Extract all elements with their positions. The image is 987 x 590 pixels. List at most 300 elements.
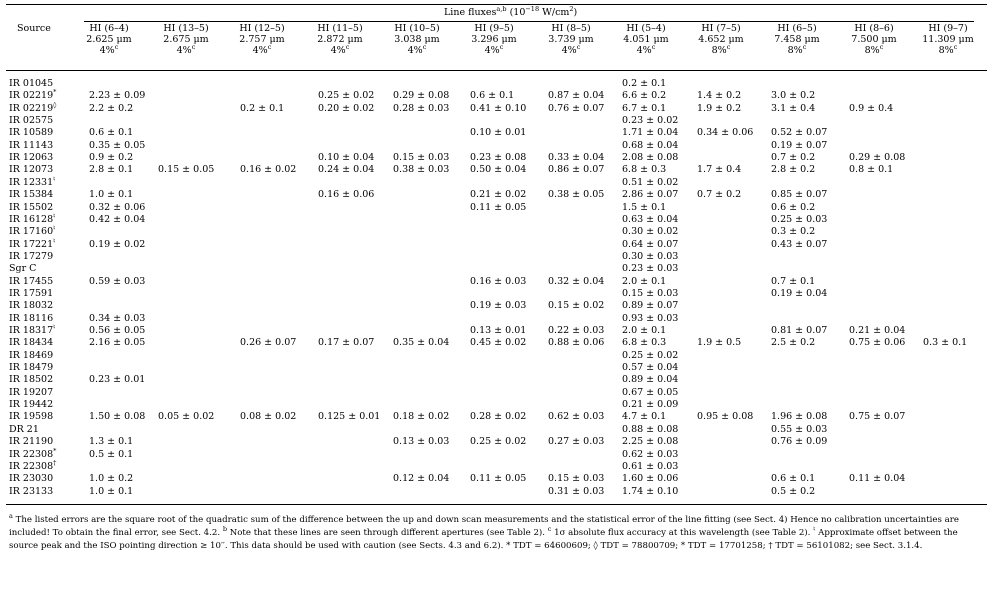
source-cell [9, 251, 53, 263]
column-accuracy [681, 42, 761, 56]
source-name: IR 02219 [9, 102, 54, 114]
table-row [0, 127, 987, 139]
accuracy-sup: c [802, 42, 807, 51]
table-row [0, 226, 987, 238]
source-name: IR 15502 [9, 201, 54, 213]
flux-cell: 0.2 ± 0.1 [240, 102, 285, 114]
source-cell [9, 174, 56, 189]
source-cell [9, 90, 56, 102]
flux-cell: 2.25 ± 0.08 [622, 436, 679, 448]
column-line: HI (11–5) [317, 23, 363, 34]
table-row [0, 263, 987, 275]
group-header-close: ) [573, 7, 578, 18]
flux-cell: 0.6 ± 0.1 [89, 127, 134, 139]
flux-cell: 6.6 ± 0.2 [622, 90, 667, 102]
flux-cell: 0.15 ± 0.02 [548, 300, 605, 312]
table-row [0, 174, 987, 189]
column-accuracy [222, 42, 302, 56]
flux-cell: 0.88 ± 0.06 [548, 337, 605, 349]
table-row [0, 424, 987, 436]
table-row [0, 211, 987, 226]
source-name: IR 10589 [9, 127, 54, 139]
source-cell [9, 473, 53, 485]
flux-cell: 0.67 ± 0.05 [622, 386, 679, 398]
group-header-exp2: 2 [569, 4, 574, 13]
column-header [606, 23, 686, 56]
source-name: IR 02219 [9, 90, 54, 102]
footnote-c-mark: c [547, 524, 552, 533]
flux-cell: 0.7 ± 0.2 [697, 189, 742, 201]
flux-cell: 0.24 ± 0.04 [318, 164, 375, 176]
accuracy-sup: c [499, 42, 504, 51]
table-row [0, 362, 987, 374]
table-row [0, 100, 987, 115]
flux-cell: 0.6 ± 0.1 [771, 473, 816, 485]
flux-cell: 0.28 ± 0.02 [470, 411, 527, 423]
flux-cell: 0.23 ± 0.03 [622, 263, 679, 275]
flux-cell: 6.8 ± 0.3 [622, 164, 667, 176]
source-mark: ♮ [53, 174, 56, 183]
source-cell [9, 211, 56, 226]
source-cell [9, 263, 36, 275]
group-header-unit2: W/cm [539, 7, 570, 18]
flux-cell: 0.21 ± 0.09 [622, 399, 679, 411]
group-header-exp: −18 [525, 4, 540, 13]
source-cell [9, 127, 53, 139]
column-wavelength: 7.500 μm [851, 34, 897, 45]
column-line: HI (6–5) [777, 23, 817, 34]
group-header [444, 4, 578, 18]
bottom-rule [6, 504, 987, 505]
source-name: IR 18469 [9, 349, 54, 361]
flux-cell: 1.50 ± 0.08 [89, 411, 146, 423]
table-row [0, 276, 987, 288]
flux-cell: 0.38 ± 0.03 [393, 164, 450, 176]
column-wavelength: 4.051 μm [623, 34, 669, 45]
table-row [0, 399, 987, 411]
flux-cell: 0.68 ± 0.04 [622, 139, 679, 151]
source-name: IR 17591 [9, 287, 54, 299]
source-name: IR 17279 [9, 250, 54, 262]
flux-cell: 0.52 ± 0.07 [771, 127, 828, 139]
table-row [0, 288, 987, 300]
column-header [834, 23, 914, 56]
accuracy-value: 4% [99, 45, 115, 56]
column-wavelength: 3.296 μm [471, 34, 517, 45]
source-name: IR 21190 [9, 436, 54, 448]
flux-cell: 0.125 ± 0.01 [318, 411, 381, 423]
source-cell [9, 458, 57, 473]
flux-cell: 0.17 ± 0.07 [318, 337, 375, 349]
footnote-b: Note that these lines are seen through different apertures (see Table 2). [227, 527, 548, 538]
flux-cell: 6.8 ± 0.3 [622, 337, 667, 349]
flux-cell: 0.15 ± 0.03 [622, 287, 679, 299]
source-name: IR 18434 [9, 337, 54, 349]
column-line: HI (10–5) [394, 23, 440, 34]
footnote-natural: Approximate offset between the source peak and the ISO pointing direction ≥ 10′′. This data should be used with caution (see Sects. 4.3 and 6.2). [9, 527, 958, 551]
column-wavelength: 11.309 μm [922, 34, 974, 45]
table-row [0, 387, 987, 399]
column-wavelength: 7.458 μm [774, 34, 820, 45]
flux-cell: 0.05 ± 0.02 [158, 411, 215, 423]
column-header [377, 23, 457, 56]
table-row [0, 90, 987, 102]
source-name: IR 17455 [9, 275, 54, 287]
table-header [0, 0, 987, 78]
flux-cell: 0.62 ± 0.03 [622, 448, 679, 460]
source-mark: * [53, 446, 57, 455]
flux-cell: 0.62 ± 0.03 [548, 411, 605, 423]
flux-cell: 0.7 ± 0.1 [771, 275, 816, 287]
flux-cell: 0.86 ± 0.07 [548, 164, 605, 176]
source-name: IR 01045 [9, 78, 54, 89]
table-row [0, 337, 987, 349]
source-name: IR 11143 [9, 139, 54, 151]
table-row [0, 486, 987, 498]
source-name: IR 23030 [9, 473, 54, 485]
flux-cell: 1.60 ± 0.06 [622, 473, 679, 485]
flux-cell: 0.89 ± 0.07 [622, 300, 679, 312]
source-mark: * [53, 88, 57, 97]
column-header [454, 23, 534, 56]
source-name: IR 18032 [9, 300, 54, 312]
flux-cell: 0.23 ± 0.02 [622, 115, 679, 127]
source-cell [9, 164, 53, 176]
flux-cell: 0.15 ± 0.03 [548, 473, 605, 485]
flux-cell: 0.08 ± 0.02 [240, 411, 297, 423]
column-accuracy [834, 42, 914, 56]
group-header-sup: a,b [496, 4, 507, 13]
column-header [681, 23, 761, 56]
column-line: HI (9–5) [474, 23, 514, 34]
flux-cell: 0.31 ± 0.03 [548, 485, 605, 497]
flux-cell: 1.0 ± 0.1 [89, 485, 134, 497]
flux-cell: 0.18 ± 0.02 [393, 411, 450, 423]
flux-cell: 0.33 ± 0.04 [548, 152, 605, 164]
flux-cell: 0.21 ± 0.02 [470, 189, 527, 201]
source-cell [9, 313, 53, 325]
flux-cell: 0.45 ± 0.02 [470, 337, 527, 349]
flux-cell: 0.12 ± 0.04 [393, 473, 450, 485]
table-row [0, 152, 987, 164]
column-header [222, 23, 302, 56]
source-name: Sgr C [9, 263, 37, 275]
column-line: HI (8–6) [854, 23, 894, 34]
column-header [531, 23, 611, 56]
flux-cell: 0.42 ± 0.04 [89, 213, 146, 225]
flux-cell: 0.23 ± 0.01 [89, 374, 146, 386]
source-cell [9, 350, 53, 362]
column-wavelength: 2.675 μm [163, 34, 209, 45]
flux-cell: 0.5 ± 0.1 [89, 448, 134, 460]
flux-cell: 0.25 ± 0.02 [470, 436, 527, 448]
column-line: HI (9–7) [928, 23, 968, 34]
column-wavelength: 4.652 μm [698, 34, 744, 45]
flux-cell: 0.19 ± 0.04 [771, 287, 828, 299]
source-name: IR 19598 [9, 411, 54, 423]
flux-cell: 0.57 ± 0.04 [622, 362, 679, 374]
column-line: HI (7–5) [701, 23, 741, 34]
flux-cell: 0.34 ± 0.03 [89, 312, 146, 324]
source-cell [9, 276, 53, 288]
column-line: HI (8–5) [551, 23, 591, 34]
accuracy-sup: c [953, 42, 958, 51]
flux-cell: 2.86 ± 0.07 [622, 189, 679, 201]
flux-cell: 0.28 ± 0.03 [393, 102, 450, 114]
source-name: IR 12063 [9, 152, 54, 164]
accuracy-sup: c [345, 42, 350, 51]
column-line: HI (13–5) [163, 23, 209, 34]
flux-cell: 0.21 ± 0.04 [849, 325, 906, 336]
flux-cell: 0.5 ± 0.2 [771, 485, 816, 497]
flux-cell: 0.32 ± 0.06 [89, 201, 146, 213]
source-cell [9, 115, 53, 127]
flux-cell: 0.85 ± 0.07 [771, 189, 828, 201]
column-accuracy [908, 42, 987, 56]
accuracy-value: 8% [787, 45, 803, 56]
flux-cell: 0.88 ± 0.08 [622, 423, 679, 435]
flux-cell: 0.30 ± 0.02 [622, 226, 679, 238]
flux-cell: 0.22 ± 0.03 [548, 325, 605, 336]
flux-cell: 0.26 ± 0.07 [240, 337, 297, 349]
flux-cell: 2.23 ± 0.09 [89, 90, 146, 102]
source-cell [9, 486, 53, 498]
accuracy-sup: c [576, 42, 581, 51]
column-accuracy [300, 42, 380, 56]
flux-cell: 2.8 ± 0.2 [771, 164, 816, 176]
column-line: HI (6–4) [89, 23, 129, 34]
source-header: Source [17, 23, 51, 34]
flux-cell: 0.7 ± 0.2 [771, 152, 816, 164]
footnote-natural-mark: ♮ [813, 524, 816, 533]
flux-cell: 0.35 ± 0.04 [393, 337, 450, 349]
flux-cell: 1.0 ± 0.2 [89, 473, 134, 485]
source-cell [9, 189, 53, 201]
flux-cell: 0.95 ± 0.08 [697, 411, 754, 423]
source-cell [9, 288, 53, 300]
source-name: IR 17221 [9, 238, 54, 250]
source-cell [9, 436, 53, 448]
column-header [908, 23, 987, 56]
table-row [0, 446, 987, 461]
flux-cell: 2.2 ± 0.2 [89, 102, 134, 114]
flux-cell: 0.34 ± 0.06 [697, 127, 754, 139]
flux-cell: 0.75 ± 0.07 [849, 411, 906, 423]
flux-cell: 0.76 ± 0.07 [548, 102, 605, 114]
source-mark: ♮ [53, 322, 56, 331]
flux-cell: 0.25 ± 0.02 [622, 349, 679, 361]
source-cell [9, 152, 53, 164]
source-mark: ◊ [53, 100, 57, 109]
accuracy-value: 8% [938, 45, 954, 56]
source-name: IR 23133 [9, 485, 54, 497]
accuracy-value: 4% [407, 45, 423, 56]
flux-cell: 1.74 ± 0.10 [622, 485, 679, 497]
table-row [0, 300, 987, 312]
flux-cell: 2.16 ± 0.05 [89, 337, 146, 349]
flux-cell: 0.19 ± 0.07 [771, 139, 828, 151]
source-name: IR 22308 [9, 448, 54, 460]
flux-cell: 0.15 ± 0.03 [393, 152, 450, 164]
table-row [0, 350, 987, 362]
source-mark: ♮ [53, 236, 56, 245]
flux-cell: 0.9 ± 0.2 [89, 152, 134, 164]
flux-cell: 2.8 ± 0.1 [89, 164, 134, 176]
footnote-c: 1σ absolute flux accuracy at this wavelength (see Table 2). [551, 527, 814, 538]
source-cell [9, 446, 57, 461]
flux-cell: 1.0 ± 0.1 [89, 189, 134, 201]
flux-cell: 0.13 ± 0.01 [470, 325, 527, 336]
source-mark: † [53, 458, 57, 467]
flux-cell: 0.15 ± 0.05 [158, 164, 215, 176]
column-line: HI (12–5) [239, 23, 285, 34]
flux-cell: 0.50 ± 0.04 [470, 164, 527, 176]
accuracy-value: 4% [252, 45, 268, 56]
flux-cell: 0.81 ± 0.07 [771, 325, 828, 336]
source-cell [9, 424, 39, 436]
flux-cell: 0.25 ± 0.03 [771, 213, 828, 225]
flux-cell: 1.4 ± 0.2 [697, 90, 742, 102]
accuracy-value: 4% [330, 45, 346, 56]
flux-cell: 3.0 ± 0.2 [771, 90, 816, 102]
source-cell [9, 337, 53, 349]
flux-cell: 3.1 ± 0.4 [771, 102, 816, 114]
flux-cell: 0.3 ± 0.2 [771, 226, 816, 238]
source-cell [9, 362, 53, 374]
table-row [0, 164, 987, 176]
flux-cell: 0.38 ± 0.05 [548, 189, 605, 201]
flux-cell: 2.0 ± 0.1 [622, 275, 667, 287]
group-rule [84, 21, 974, 22]
source-name: IR 16128 [9, 213, 54, 225]
source-cell [9, 399, 53, 411]
column-accuracy [69, 42, 149, 56]
flux-cell: 0.23 ± 0.08 [470, 152, 527, 164]
flux-cell: 0.11 ± 0.05 [470, 473, 527, 485]
source-name: IR 12073 [9, 164, 54, 176]
accuracy-value: 8% [864, 45, 880, 56]
flux-cell: 0.76 ± 0.09 [771, 436, 828, 448]
footnotes [9, 514, 981, 552]
flux-cell: 1.7 ± 0.4 [697, 164, 742, 176]
column-header [757, 23, 837, 56]
flux-cell: 6.7 ± 0.1 [622, 102, 667, 114]
flux-cell: 1.3 ± 0.1 [89, 436, 134, 448]
flux-cell: 0.6 ± 0.1 [470, 90, 515, 102]
source-name: IR 12331 [9, 176, 54, 188]
flux-cell: 0.59 ± 0.03 [89, 275, 146, 287]
footnote-a: The listed errors are the square root of the quadratic sum of the difference between the up and down scan measurements and the statistical error of the line fitting (see Sect. 4) Hence no calibration uncertainties are included! To obtain the final error, see Sect. 4.2. [9, 515, 959, 538]
flux-cell: 0.19 ± 0.03 [470, 300, 527, 312]
flux-cell: 0.11 ± 0.04 [849, 473, 906, 485]
flux-cell: 0.20 ± 0.02 [318, 102, 375, 114]
source-name: IR 18116 [9, 312, 54, 324]
column-wavelength: 2.872 μm [317, 34, 363, 45]
accuracy-value: 4% [176, 45, 192, 56]
flux-cell: 2.0 ± 0.1 [622, 325, 667, 336]
column-wavelength: 3.739 μm [548, 34, 594, 45]
flux-cell: 0.29 ± 0.08 [849, 152, 906, 164]
flux-cell: 0.64 ± 0.07 [622, 238, 679, 250]
accuracy-sup: c [422, 42, 427, 51]
table-row [0, 140, 987, 152]
source-cell [9, 78, 53, 90]
source-name: IR 22308 [9, 460, 54, 472]
source-cell [9, 100, 57, 115]
flux-cell: 0.8 ± 0.1 [849, 164, 894, 176]
accuracy-sup: c [651, 42, 656, 51]
source-name: IR 18502 [9, 374, 54, 386]
column-accuracy [531, 42, 611, 56]
column-accuracy [757, 42, 837, 56]
source-mark: ♮ [53, 224, 56, 233]
table-row [0, 202, 987, 214]
group-header-label: Line fluxes [444, 7, 497, 18]
flux-cell: 0.41 ± 0.10 [470, 102, 527, 114]
accuracy-value: 4% [561, 45, 577, 56]
table-row [0, 374, 987, 386]
source-name: IR 19207 [9, 386, 54, 398]
flux-cell: 0.87 ± 0.04 [548, 90, 605, 102]
accuracy-value: 4% [484, 45, 500, 56]
flux-cell: 0.56 ± 0.05 [89, 325, 146, 336]
column-header [146, 23, 226, 56]
flux-cell: 0.43 ± 0.07 [771, 238, 828, 250]
flux-cell: 2.08 ± 0.08 [622, 152, 679, 164]
flux-cell: 0.10 ± 0.04 [318, 152, 375, 164]
table-row [0, 78, 987, 90]
column-header [300, 23, 380, 56]
column-accuracy [377, 42, 457, 56]
header-rule [6, 70, 987, 71]
flux-cell: 1.9 ± 0.2 [697, 102, 742, 114]
flux-cell: 0.63 ± 0.04 [622, 213, 679, 225]
flux-cell: 0.16 ± 0.03 [470, 275, 527, 287]
accuracy-sup: c [879, 42, 884, 51]
accuracy-sup: c [191, 42, 196, 51]
source-mark: ♮ [53, 211, 56, 220]
source-name: DR 21 [9, 423, 39, 435]
flux-cell: 0.29 ± 0.08 [393, 90, 450, 102]
source-name: IR 18317 [9, 325, 54, 336]
flux-cell: 2.5 ± 0.2 [771, 337, 816, 349]
footnote-a-mark: a [9, 512, 13, 521]
accuracy-value: 4% [636, 45, 652, 56]
flux-cell: 1.71 ± 0.04 [622, 127, 679, 139]
source-cell [9, 236, 56, 251]
flux-cell: 0.75 ± 0.06 [849, 337, 906, 349]
footnote-tdt: * TDT = 64600609; ◊ TDT = 78800709; * TDT = 17701258; † TDT = 56101082; see Sect. 3.1.4. [506, 540, 923, 551]
source-name: IR 02575 [9, 115, 54, 127]
table-row [0, 189, 987, 201]
column-wavelength: 2.757 μm [239, 34, 285, 45]
flux-cell: 0.13 ± 0.03 [393, 436, 450, 448]
flux-cell: 1.9 ± 0.5 [697, 337, 742, 349]
flux-cell: 0.32 ± 0.04 [548, 275, 605, 287]
column-line: HI (5–4) [626, 23, 666, 34]
source-name: IR 18479 [9, 362, 54, 374]
table-row [0, 313, 987, 325]
flux-cell: 0.19 ± 0.02 [89, 238, 146, 250]
flux-cell: 0.93 ± 0.03 [622, 312, 679, 324]
source-cell [9, 322, 56, 337]
accuracy-sup: c [726, 42, 731, 51]
footnote-b-mark: b [222, 524, 227, 533]
column-accuracy [606, 42, 686, 56]
flux-cell: 0.16 ± 0.02 [240, 164, 297, 176]
source-cell [9, 411, 53, 423]
flux-cell: 0.27 ± 0.03 [548, 436, 605, 448]
